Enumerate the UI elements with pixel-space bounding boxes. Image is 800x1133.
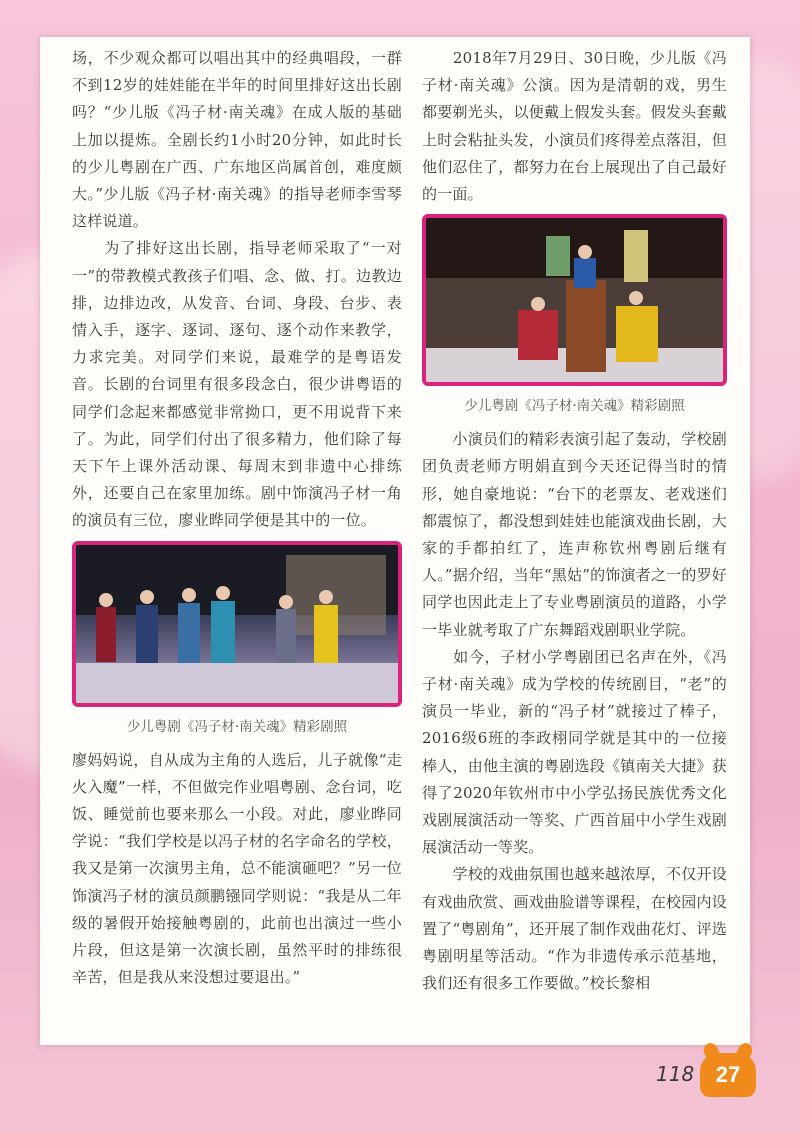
- photo-caption: 少儿粤剧《冯子材·南关魂》精彩剧照: [464, 398, 685, 415]
- stage-photo: [72, 541, 402, 707]
- page-number-badge: [700, 1053, 756, 1097]
- page-number: 27: [715, 1062, 741, 1087]
- handwritten-number: 118: [656, 1062, 695, 1086]
- paragraph: 小演员们的精彩表演引起了轰动，学校剧团负责老师方明娟直到今天还记得当时的情形，她自豪地说：“台下的老票友、老戏迷们都震惊了，都没想到娃娃也能演戏曲长剧，大家的手都拍红了，连声称钦州粤剧后继有人。”据介绍，当年“黑姑”的饰演者之一的罗好同学也因此走上了专业粤剧演员的道路，小学一毕业就考取了广东舞蹈戏剧职业学院。: [422, 430, 727, 639]
- stage-photo: [422, 214, 727, 386]
- left-column: [72, 45, 402, 991]
- right-column: [422, 45, 727, 997]
- paragraph: 学校的戏曲氛围也越来越浓厚，不仅开设有戏曲欣赏、画戏曲脸谱等课程，在校园内设置了“粤剧角”，还开展了制作戏曲花灯、评选粤剧明星等活动。“作为非遗传承示范基地，我们还有很多工作要做。”校长黎相: [422, 865, 727, 993]
- paragraph: 场，不少观众都可以唱出其中的经典唱段，一群不到12岁的娃娃能在半年的时间里排好这出长剧吗？“少儿版《冯子材·南关魂》在成人版的基础上加以提炼。全剧长约1小时20分钟，如此时长的少儿粤剧在广西、广东地区尚属首创，难度颇大。”少儿版《冯子材·南关魂》的指导老师李雪琴这样说道。: [72, 49, 402, 231]
- magazine-page: [40, 37, 750, 1045]
- paragraph: 为了排好这出长剧，指导老师采取了“一对一”的带教模式教孩子们唱、念、做、打。边教边排，边排边改，从发音、台词、身段、台步、表情入手，逐字、逐词、逐句、逐个动作来教学，力求完美。对同学们来说，最难学的是粤语发音。长剧的台词里有很多段念白，很少讲粤语的同学们念起来都感觉非常拗口，更不用说背下来了。为此，同学们付出了很多精力，他们除了每天下午上课外活动课、每周末到非遗中心排练外，还要自己在家里加练。剧中饰演冯子材一角的演员有三位，廖业晔同学便是其中的一位。: [72, 239, 402, 530]
- paragraph: 廖妈妈说，自从成为主角的人选后，儿子就像“走火入魔”一样，不但做完作业唱粤剧、念台词，吃饭、睡觉前也要来那么一小段。对此，廖业晔同学说：“我们学校是以冯子材的名字命名的学校，我又是第一次演男主角，总不能演砸吧？”另一位饰演冯子材的演员颜鹏镪同学则说：“我是从二年级的暑假开始接触粤剧的，此前也出演过一些小片段，但这是第一次演长剧，虽然平时的排练很辛苦，但是我从来没想过要退出。”: [72, 750, 402, 987]
- paragraph: 如今，子材小学粤剧团已名声在外，《冯子材·南关魂》成为学校的传统剧目，“老”的演员一毕业，新的“冯子材”就接过了棒子，2016级6班的李政栩同学就是其中的一位接棒人，由他主演的粤剧选段《镇南关大捷》获得了2020年钦州市中小学弘扬民族优秀文化戏剧展演活动一等奖、广西首届中小学生戏剧展演活动一等奖。: [422, 647, 727, 857]
- stage-photo-illustration: [76, 545, 398, 703]
- paragraph: 2018年7月29日、30日晚，少儿版《冯子材·南关魂》公演。因为是清朝的戏，男生都要剃光头，以便戴上假发头套。假发头套戴上时会粘扯头发，小演员们疼得差点落泪，但他们忍住了，都努力在台上展现出了自己最好的一面。: [422, 49, 727, 204]
- photo-caption: 少儿粤剧《冯子材·南关魂》精彩剧照: [126, 718, 348, 735]
- stage-photo-illustration: [426, 218, 723, 382]
